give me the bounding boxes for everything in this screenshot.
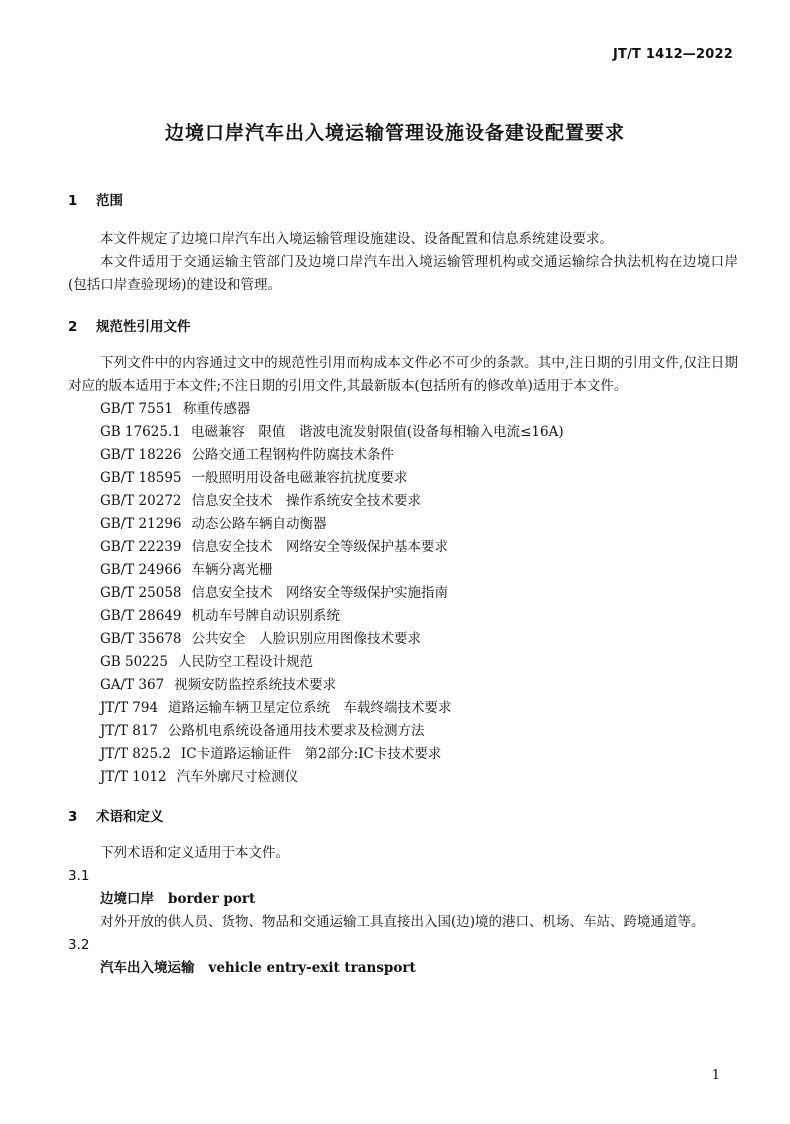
reference-list — [68, 398, 738, 789]
reference-item — [68, 674, 738, 697]
reference-item — [68, 421, 738, 444]
reference-item — [68, 766, 738, 789]
term-number: 3.1 — [68, 868, 90, 884]
standard-number: JT/T 1412—2022 — [612, 47, 733, 62]
reference-code: GB/T 22239 — [100, 539, 182, 555]
reference-item — [68, 628, 738, 651]
reference-item — [68, 490, 738, 513]
reference-title: 机动车号牌自动识别系统 — [191, 608, 340, 624]
reference-code: GB/T 24966 — [100, 562, 182, 578]
reference-title: 电磁兼容 限值 谐波电流发射限值(设备每相输入电流≤16A) — [190, 424, 564, 440]
paragraph: 本文件适用于交通运输主管部门及边境口岸汽车出入境运输管理机构或交通运输综合执法机构在边境口岸(包括口岸查验现场)的建设和管理。 — [68, 254, 738, 293]
reference-title: 动态公路车辆自动衡器 — [191, 516, 327, 532]
reference-code: JT/T 825.2 — [100, 746, 171, 762]
reference-code: GB 50225 — [100, 654, 168, 670]
reference-code: GB/T 18226 — [100, 447, 182, 463]
document-body — [68, 190, 738, 980]
section-title: 范围 — [96, 193, 123, 209]
term-en: vehicle entry-exit transport — [208, 960, 416, 976]
reference-item — [68, 398, 738, 421]
reference-code: GB/T 28649 — [100, 608, 182, 624]
reference-title: 公路交通工程钢构件防腐技术条件 — [191, 447, 394, 463]
section-title: 规范性引用文件 — [96, 319, 191, 335]
reference-title: 视频安防监控系统技术要求 — [174, 677, 337, 693]
section-number: 1 — [68, 193, 78, 209]
reference-code: GB/T 25058 — [100, 585, 182, 601]
reference-item — [68, 467, 738, 490]
reference-code: GA/T 367 — [100, 677, 165, 693]
reference-item — [68, 605, 738, 628]
reference-code: JT/T 817 — [100, 723, 159, 739]
reference-title: 人民防空工程设计规范 — [177, 654, 313, 670]
paragraph: 下列术语和定义适用于本文件。 — [100, 845, 289, 861]
reference-title: 信息安全技术 操作系统安全技术要求 — [191, 493, 421, 509]
section-number: 2 — [68, 319, 78, 335]
reference-item — [68, 582, 738, 605]
term-entry — [68, 957, 738, 980]
reference-title: 汽车外廓尺寸检测仪 — [176, 769, 299, 785]
reference-code: GB 17625.1 — [100, 424, 181, 440]
reference-title: 信息安全技术 网络安全等级保护基本要求 — [191, 539, 448, 555]
term-entry — [68, 888, 738, 911]
reference-title: 车辆分离光栅 — [191, 562, 273, 578]
reference-item — [68, 444, 738, 467]
reference-item — [68, 559, 738, 582]
term-zh: 边境口岸 — [100, 891, 154, 907]
reference-title: 信息安全技术 网络安全等级保护实施指南 — [191, 585, 448, 601]
paragraph: 本文件规定了边境口岸汽车出入境运输管理设施建设、设备配置和信息系统建设要求。 — [100, 231, 613, 247]
section-title: 术语和定义 — [96, 809, 164, 825]
reference-item — [68, 743, 738, 766]
reference-code: GB/T 20272 — [100, 493, 182, 509]
reference-item — [68, 720, 738, 743]
reference-title: 公路机电系统设备通用技术要求及检测方法 — [168, 723, 425, 739]
reference-code: GB/T 35678 — [100, 631, 182, 647]
reference-title: 称重传感器 — [182, 401, 251, 417]
reference-code: GB/T 18595 — [100, 470, 182, 486]
reference-item — [68, 536, 738, 559]
section-heading-references — [68, 316, 738, 338]
reference-item — [68, 697, 738, 720]
term-en: border port — [168, 891, 256, 907]
reference-item — [68, 513, 738, 536]
section-number: 3 — [68, 809, 78, 825]
document-title: 边境口岸汽车出入境运输管理设施设备建设配置要求 — [164, 122, 625, 144]
reference-code: GB/T 21296 — [100, 516, 182, 532]
section-heading-scope — [68, 190, 738, 212]
reference-title: 公共安全 人脸识别应用图像技术要求 — [191, 631, 421, 647]
section-heading-terms — [68, 806, 738, 828]
reference-title: 道路运输车辆卫星定位系统 车载终端技术要求 — [168, 700, 452, 716]
reference-title: IC卡道路运输证件 第2部分:IC卡技术要求 — [180, 746, 442, 762]
reference-code: JT/T 1012 — [100, 769, 167, 785]
page-number: 1 — [711, 1068, 720, 1083]
term-number: 3.2 — [68, 937, 90, 953]
reference-item — [68, 651, 738, 674]
term-definition: 对外开放的供人员、货物、物品和交通运输工具直接出入国(边)境的港口、机场、车站、跨境通道等。 — [100, 914, 705, 930]
term-zh: 汽车出入境运输 — [100, 960, 195, 976]
reference-code: GB/T 7551 — [100, 401, 173, 417]
reference-code: JT/T 794 — [100, 700, 159, 716]
reference-title: 一般照明用设备电磁兼容抗扰度要求 — [191, 470, 408, 486]
paragraph: 下列文件中的内容通过文中的规范性引用而构成本文件必不可少的条款。其中,注日期的引用文件,仅注日期对应的版本适用于本文件;不注日期的引用文件,其最新版本(包括所有的修改单)适用于本文件。 — [68, 355, 738, 394]
